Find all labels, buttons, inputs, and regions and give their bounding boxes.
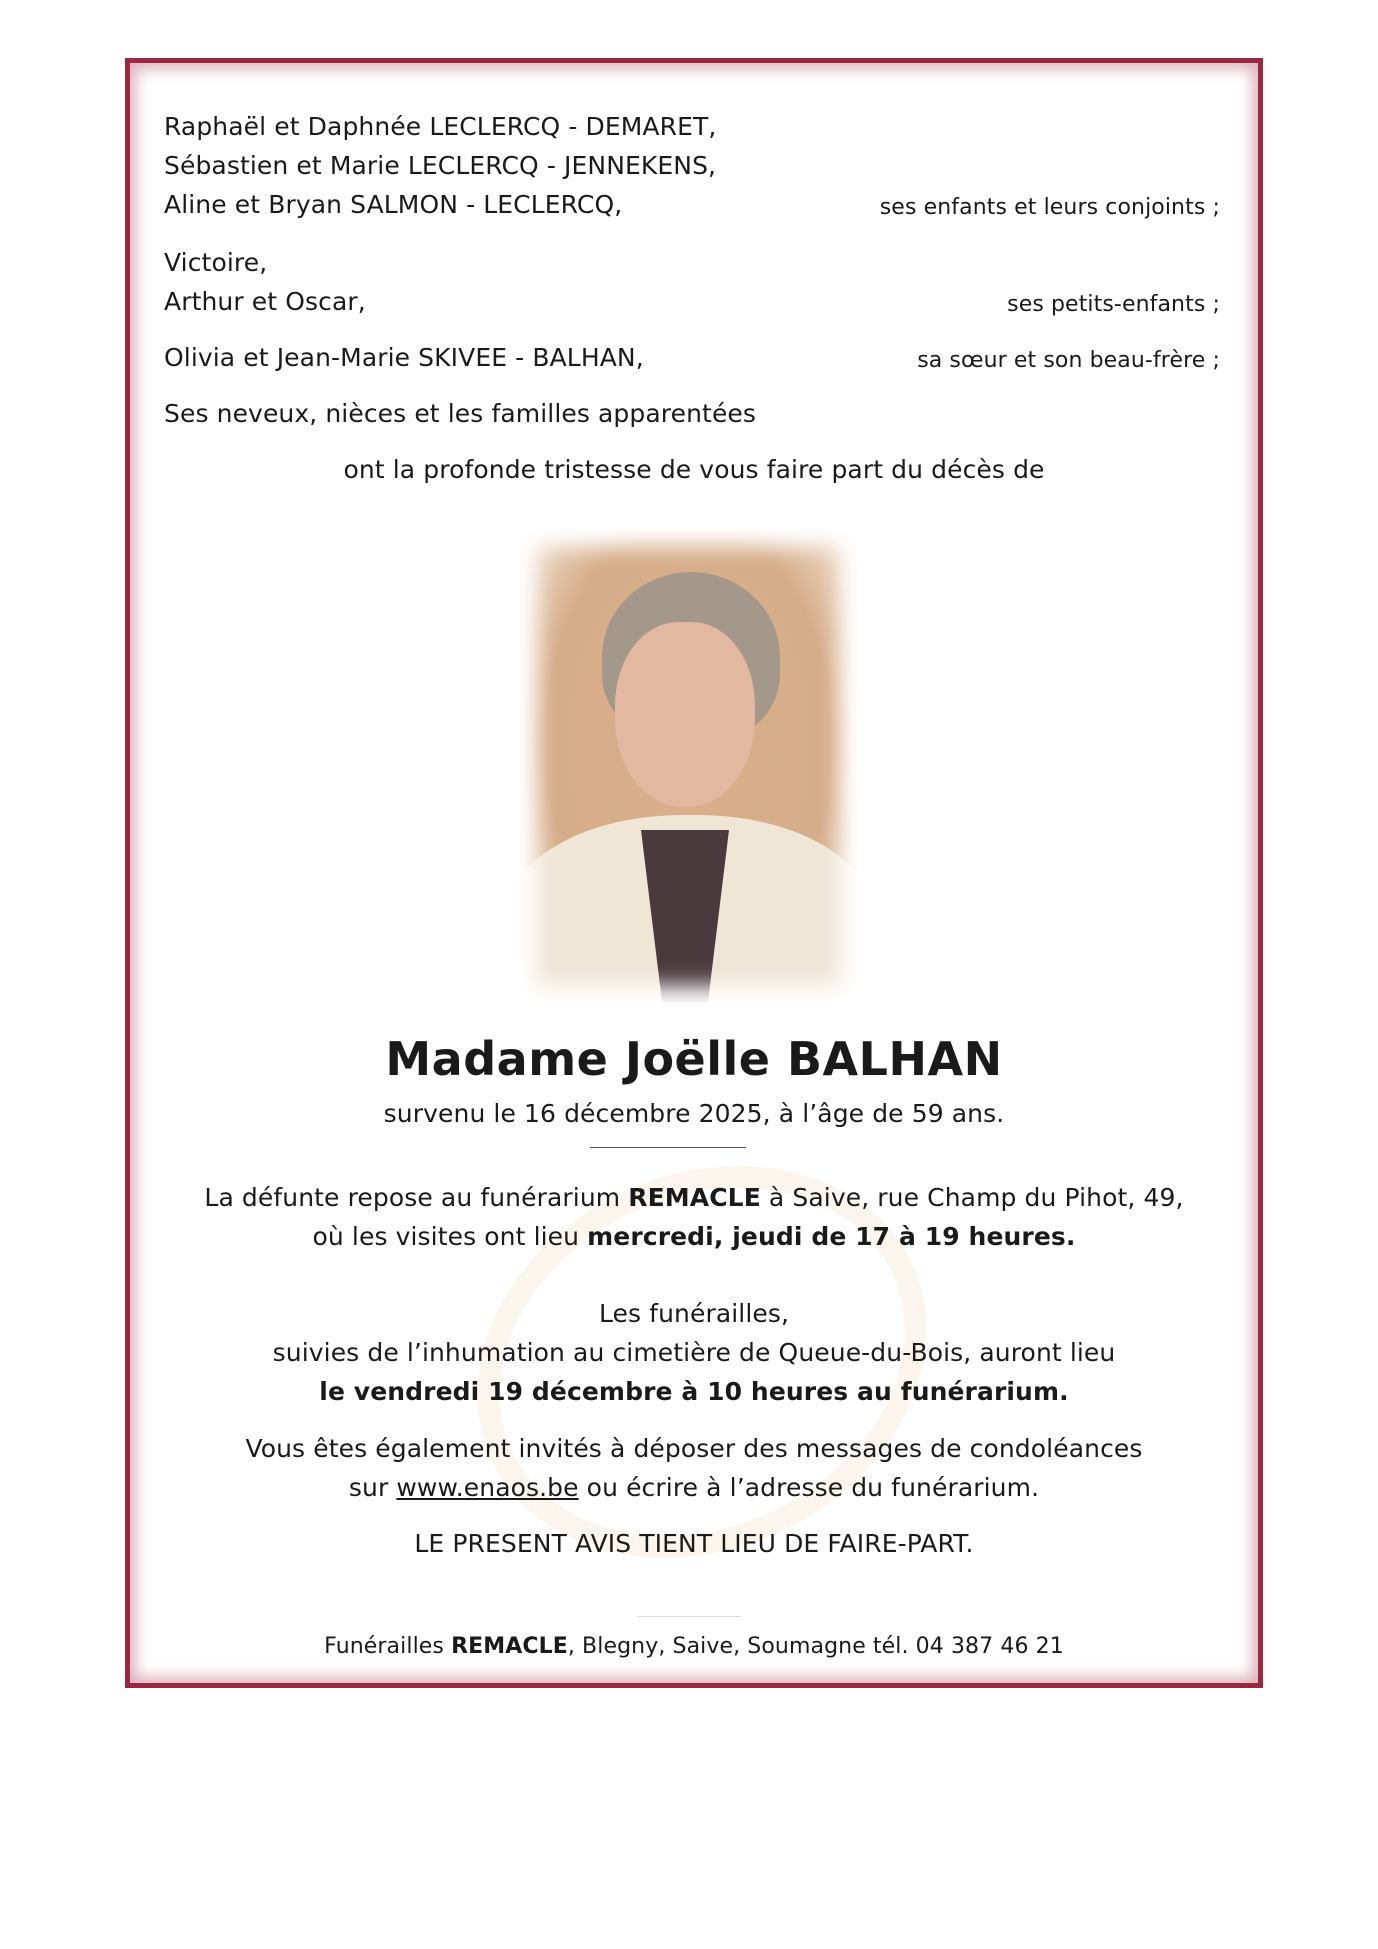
family-sibling-line: Olivia et Jean-Marie SKIVEE - BALHAN,: [164, 343, 644, 372]
family-grandchildren-role: ses petits-enfants ;: [1007, 292, 1220, 317]
divider: [590, 1147, 746, 1148]
condolences-link[interactable]: www.enaos.be: [396, 1473, 579, 1502]
announcement-text: ont la profonde tristesse de vous faire part du décès de: [343, 455, 1045, 484]
family-children-role: ses enfants et leurs conjoints ;: [879, 195, 1220, 220]
family-relatives-line: Ses neveux, nièces et les familles apparentées: [164, 399, 757, 428]
visitation-line-1: La défunte repose au funérarium REMACLE à Saive, rue Champ du Pihot, 49,: [204, 1183, 1184, 1212]
portrait-photo: [520, 530, 857, 1002]
funeral-home-name: REMACLE: [628, 1183, 761, 1212]
family-sibling-role: sa sœur et son beau-frère ;: [917, 348, 1220, 373]
footer-divider: [637, 1616, 741, 1617]
family-children-line-2: Sébastien et Marie LECLERCQ - JENNEKENS,: [164, 151, 717, 180]
visitation-line-2: où les visites ont lieu mercredi, jeudi de 17 à 19 heures.: [312, 1222, 1076, 1251]
footer-text: Funérailles REMACLE, Blegny, Saive, Soumagne tél. 04 387 46 21: [324, 1634, 1064, 1659]
family-children-line-3: Aline et Bryan SALMON - LECLERCQ,: [164, 190, 623, 219]
visiting-hours: mercredi, jeudi de 17 à 19 heures.: [587, 1222, 1076, 1251]
condolences-line-1: Vous êtes également invités à déposer des messages de condoléances: [245, 1434, 1143, 1463]
family-children-line-1: Raphaël et Daphnée LECLERCQ - DEMARET,: [164, 112, 717, 141]
notice-text: LE PRESENT AVIS TIENT LIEU DE FAIRE-PART.: [414, 1529, 974, 1558]
family-grandchild-line-1: Victoire,: [164, 248, 268, 277]
footer-brand: REMACLE: [451, 1634, 568, 1659]
death-date-line: survenu le 16 décembre 2025, à l’âge de 59 ans.: [383, 1099, 1005, 1128]
family-grandchild-line-2: Arthur et Oscar,: [164, 287, 366, 316]
condolences-line-2: sur www.enaos.be ou écrire à l’adresse du funérarium.: [348, 1473, 1040, 1502]
deceased-name: Madame Joëlle BALHAN: [385, 1032, 1003, 1086]
funeral-line-2: suivies de l’inhumation au cimetière de Queue-du-Bois, auront lieu: [272, 1338, 1116, 1367]
funeral-line-1: Les funérailles,: [598, 1299, 790, 1328]
funeral-date-line: le vendredi 19 décembre à 10 heures au funérarium.: [319, 1377, 1069, 1406]
